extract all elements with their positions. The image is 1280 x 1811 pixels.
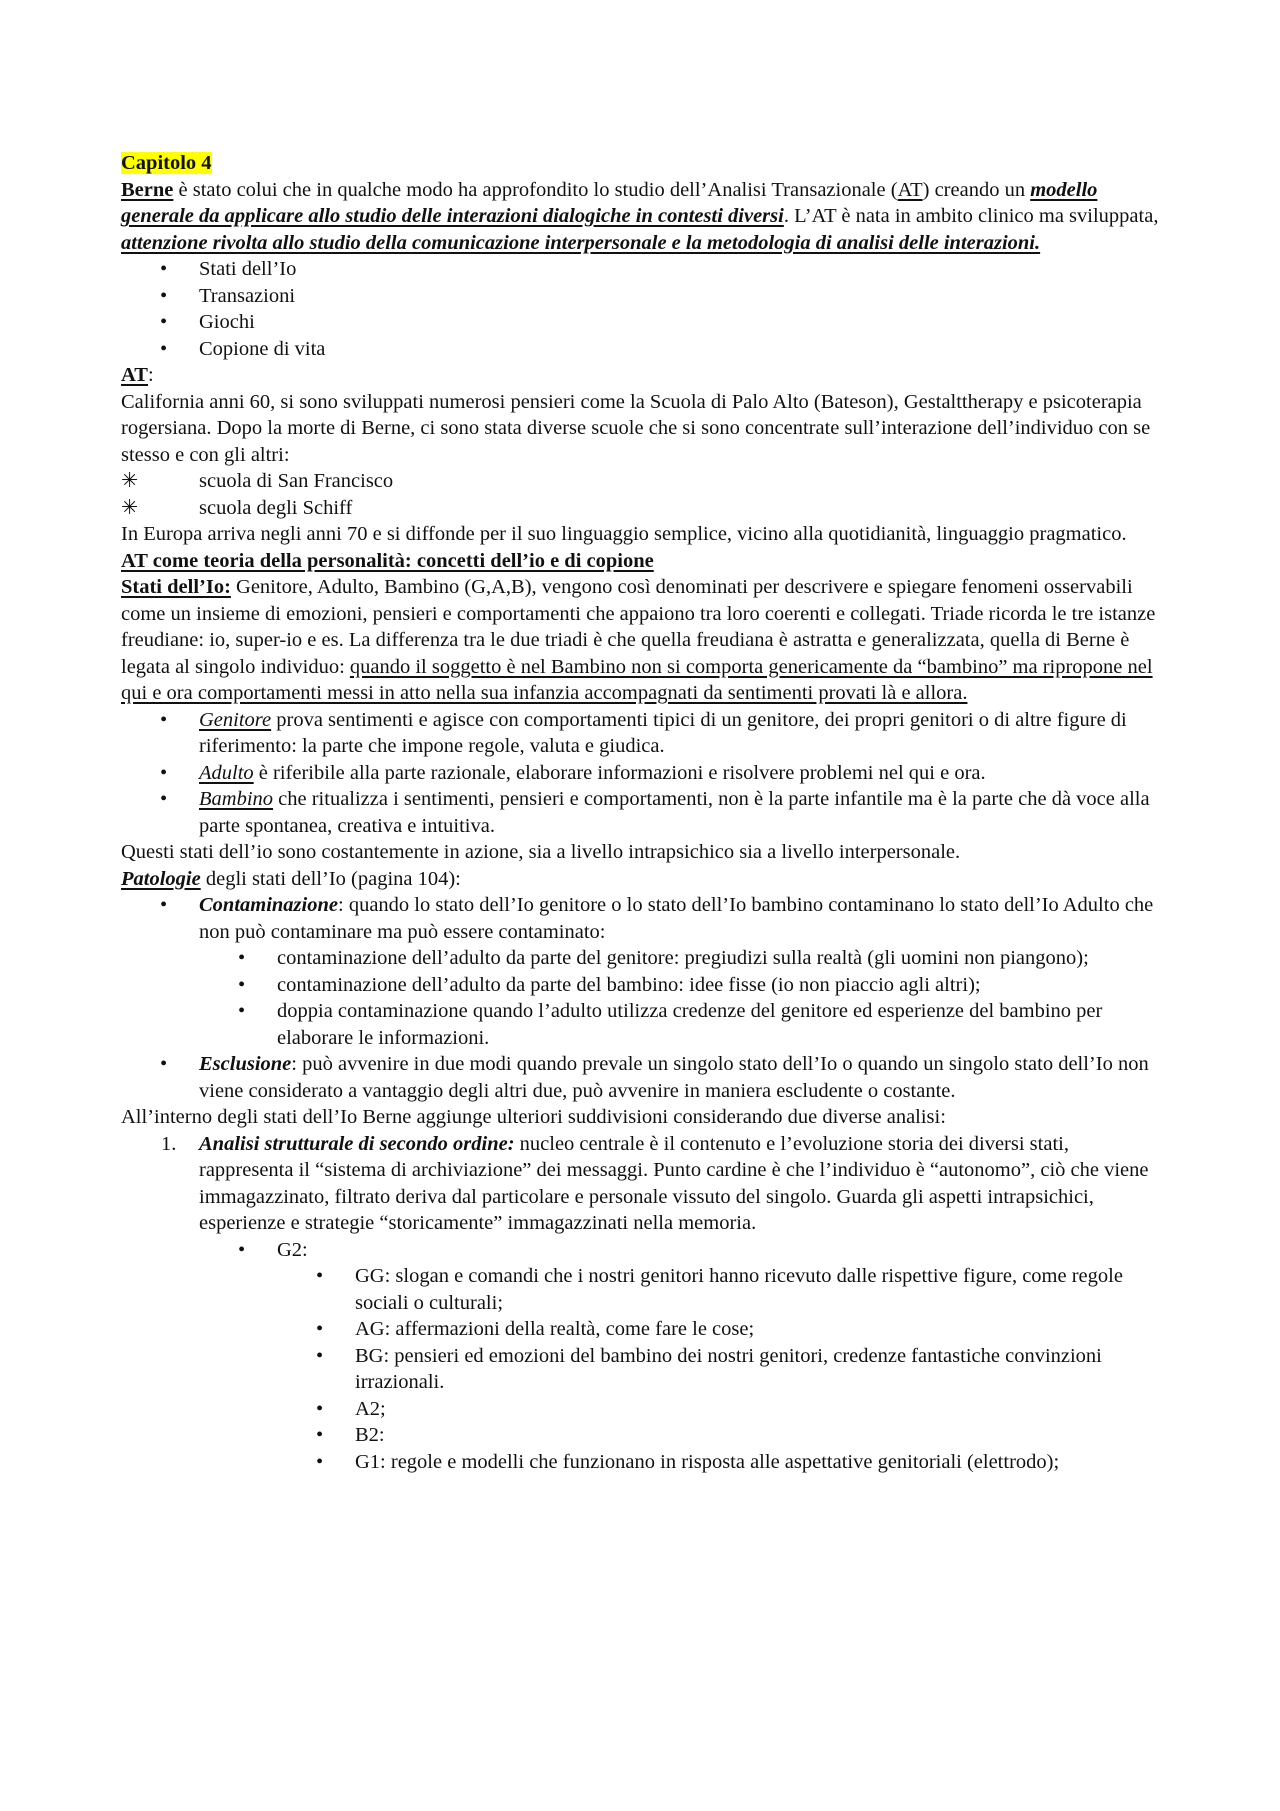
list-item: • Adulto è riferibile alla parte razionale, elaborare informazioni e risolvere problemi nel qui e ora. xyxy=(121,760,1161,787)
list-item: ✳ scuola degli Schiff xyxy=(121,495,1161,522)
list-item: • GG: slogan e comandi che i nostri genitori hanno ricevuto dalle rispettive figure, come regole sociali o culturali; xyxy=(316,1265,1123,1314)
list-item: • G2: xyxy=(121,1237,1161,1264)
ego-states-label: Stati dell’Io: xyxy=(121,576,231,598)
subdivisions-intro: All’interno degli stati dell’Io Berne aggiunge ulteriori suddivisioni considerando due diverse analisi: xyxy=(121,1106,946,1128)
personality-heading: AT come teoria della personalità: concetti dell’io e di copione xyxy=(121,549,654,572)
list-item: • G1: regole e modelli che funzionano in risposta alle aspettative genitoriali (elettrodo); xyxy=(121,1449,1161,1476)
state-term: Adulto xyxy=(199,761,254,784)
ego-states-paragraph: Stati dell’Io: Genitore, Adulto, Bambino (G,A,B), vengono così denominati per descrivere e spiegare fenomeni osservabili come un insieme di emozioni, pensieri e comportamenti che appaiono tra loro coerenti e collegati. Triade ricorda le tre istanze freudiane: io, super-io e es. La differenza tra le due triadi è che quella freudiana è astratta e generalizzata, quella di Berne è legata al singolo individuo: quando il soggetto è nel Bambino non si comporta genericamente da “bambino” ma ripropone nel qui e ora comportamenti messi in atto nella sua infanzia accompagnati da sentimenti provati là e allora. xyxy=(121,576,1156,704)
list-item: • A2; xyxy=(121,1396,1161,1423)
schools-list xyxy=(121,468,1161,521)
child-definition-underlined: quando il soggetto è nel Bambino non si comporta genericamente da “bambino” ma ripropone nel qui e ora comportamenti messi in atto nella sua infanzia accompagnati da sentimenti provati là e allora. xyxy=(121,655,1153,704)
model-phrase: modello generale da applicare allo studio delle interazioni dialogiche in contesti diversi xyxy=(121,178,1098,227)
chapter-title-line xyxy=(121,150,1161,177)
list-item: • B2: xyxy=(121,1422,1161,1449)
bullet-icon: • xyxy=(316,1424,324,1446)
bullet-icon: • xyxy=(238,1000,246,1022)
state-term: Bambino xyxy=(199,788,274,810)
list-item: • contaminazione dell’adulto da parte del bambino: idee fisse (io non piaccio agli altri); xyxy=(121,972,1161,999)
bullet-icon: • xyxy=(160,788,168,810)
list-item: • Contaminazione: quando lo stato dell’Io genitore o lo stato dell’Io bambino contaminano lo stato dell’Io Adulto che non può contaminare ma può essere contaminato: xyxy=(160,894,1154,943)
states-list xyxy=(121,707,1161,840)
intro-text-2: ) creando un xyxy=(922,178,1031,201)
europe-paragraph: In Europa arriva negli anni 70 e si diffonde per il suo linguaggio semplice, vicino alla quotidianità, linguaggio pragmatico. xyxy=(121,523,1127,545)
list-item: • doppia contaminazione quando l’adulto utilizza credenze del genitore ed esperienze del bambino per elaborare le informazioni. xyxy=(238,1000,1103,1049)
list-item: • AG: affermazioni della realtà, come fare le cose; xyxy=(121,1316,1161,1343)
bullet-icon: • xyxy=(160,1053,168,1075)
list-number: 1. xyxy=(161,1132,177,1155)
bullet-icon: • xyxy=(316,1344,324,1367)
analysis-list xyxy=(121,1131,1161,1476)
list-item: • Giochi xyxy=(121,309,1161,336)
chapter-title: Capitolo 4 xyxy=(121,152,212,174)
asterisk-icon: ✳ xyxy=(121,470,139,492)
intro-text-1: è stato colui che in qualche modo ha approfondito lo studio dell’Analisi Transazionale ( xyxy=(173,178,898,201)
topics-list xyxy=(121,256,1161,362)
list-item: ✳ scuola di San Francisco xyxy=(121,468,1161,495)
asterisk-icon: ✳ xyxy=(121,496,139,519)
bullet-icon: • xyxy=(160,708,168,731)
list-item: • Transazioni xyxy=(121,283,1161,310)
states-note: Questi stati dell’io sono costantemente in azione, sia a livello intrapsichico sia a livello interpersonale. xyxy=(121,841,961,863)
list-item: • Esclusione: può avvenire in due modi quando prevale un singolo stato dell’Io o quando un singolo stato dell’Io non viene considerato a vantaggio degli altri due, può avvenire in maniera escludente o costante. xyxy=(160,1053,1149,1102)
analysis-term: Analisi strutturale di secondo ordine: xyxy=(199,1132,515,1155)
list-item: • Copione di vita xyxy=(121,336,1161,363)
list-item: • Genitore prova sentimenti e agisce con comportamenti tipici di un genitore, dei propri genitori o di altre figure di riferimento: la parte che impone regole, valuta e giudica. xyxy=(160,708,1127,757)
bullet-icon: • xyxy=(160,258,168,280)
bullet-icon: • xyxy=(160,761,168,784)
attention-phrase: attenzione rivolta allo studio della comunicazione interpersonale e la metodologia di analisi delle interazioni. xyxy=(121,231,1041,254)
bullet-icon: • xyxy=(316,1318,324,1340)
list-item: • Bambino che ritualizza i sentimenti, pensieri e comportamenti, non è la parte infantile ma è la parte che dà voce alla parte spontanea, creativa e intuitiva. xyxy=(160,788,1150,837)
bullet-icon: • xyxy=(316,1397,324,1420)
list-item: • contaminazione dell’adulto da parte del genitore: pregiudizi sulla realtà (gli uomini non piangono); xyxy=(121,945,1161,972)
at-paragraph: California anni 60, si sono sviluppati numerosi pensieri come la Scuola di Palo Alto (Bateson), Gestalttherapy e psicoterapia rogersiana. Dopo la morte di Berne, ci sono stata diverse scuole che si sono concentrate sull’interazione dell’individuo con se stesso e con gli altri: xyxy=(121,390,1151,466)
bullet-icon: • xyxy=(238,1238,246,1261)
pathology-list xyxy=(121,892,1161,1104)
exclusion-term: Esclusione xyxy=(199,1053,292,1075)
intro-paragraph xyxy=(121,177,1161,257)
list-item: 1. Analisi strutturale di secondo ordine: nucleo centrale è il contenuto e l’evoluzione storia dei diversi stati, rappresenta il “sistema di archiviazione” dei messaggi. Punto cardine è che l’individuo è “autonomo”, ciò che viene immagazzinato, filtrato deriva dal particolare e personale vissuto del singolo. Guarda gli aspetti intrapsichici, esperienze e strategie “storicamente” immagazzinati nella memoria. xyxy=(161,1132,1149,1234)
at-heading: AT: xyxy=(121,364,154,386)
at-abbrev: AT xyxy=(897,178,923,201)
berne-term: Berne xyxy=(121,178,174,201)
bullet-icon: • xyxy=(238,973,246,996)
state-term: Genitore xyxy=(199,708,272,731)
bullet-icon: • xyxy=(160,894,168,916)
list-item: • BG: pensieri ed emozioni del bambino dei nostri genitori, credenze fantastiche convinzioni irrazionali. xyxy=(316,1344,1102,1393)
bullet-icon: • xyxy=(160,284,168,307)
bullet-icon: • xyxy=(160,337,168,360)
bullet-icon: • xyxy=(160,311,168,333)
list-item: • Stati dell’Io xyxy=(121,256,1161,283)
intro-text-3: . L’AT è nata in ambito clinico ma sviluppata, xyxy=(783,205,1159,227)
pathology-heading: Patologie degli stati dell’Io (pagina 104): xyxy=(121,867,461,890)
bullet-icon: • xyxy=(238,947,246,969)
document-body xyxy=(121,150,1161,1475)
bullet-icon: • xyxy=(316,1265,324,1287)
contamination-term: Contaminazione xyxy=(199,894,338,916)
bullet-icon: • xyxy=(316,1450,324,1473)
